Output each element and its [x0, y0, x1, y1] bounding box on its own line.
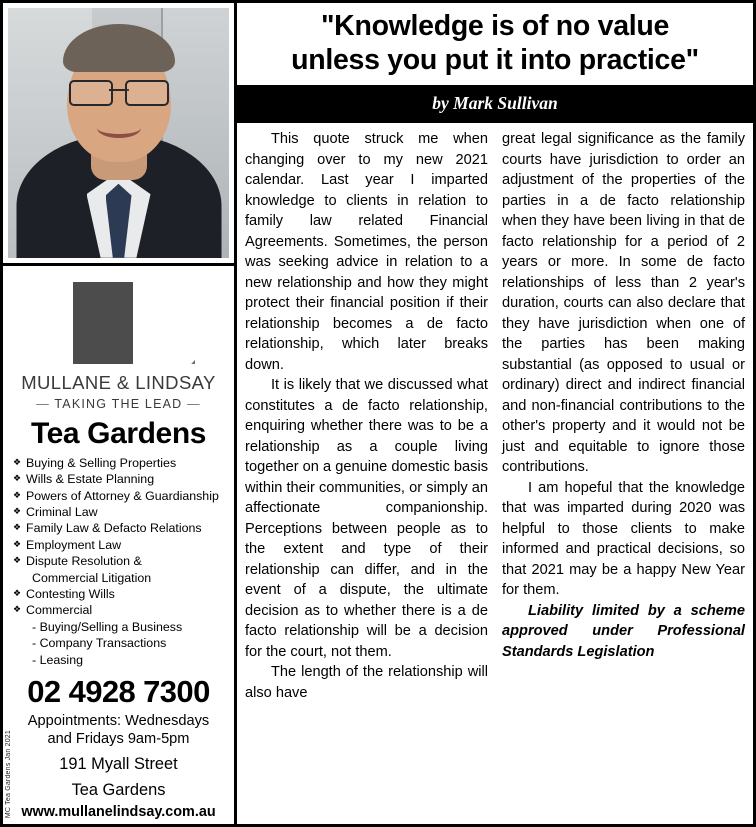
tagline-dash-right: —: [187, 396, 201, 411]
article-column: [237, 3, 753, 824]
portrait-smile: [97, 118, 141, 138]
list-item: ❖ Buying & Selling Properties: [13, 455, 226, 471]
firm-name: MULLANE & LINDSAY: [21, 371, 216, 393]
firm-tagline: [11, 397, 226, 411]
list-item: ❖ Dispute Resolution &: [13, 553, 226, 569]
tagline-text: TAKING THE LEAD: [54, 396, 183, 411]
list-item: ❖ Criminal Law: [13, 504, 226, 520]
list-item: ❖ Commercial: [13, 602, 226, 618]
list-item: - Company Transactions: [32, 636, 167, 651]
list-item: ❖ Family Law & Defacto Relations: [13, 520, 226, 536]
address-line-2: Tea Gardens: [71, 781, 166, 799]
headline-line-1: "Knowledge is of no value: [320, 10, 670, 42]
glasses-icon: [69, 80, 169, 102]
list-item: ❖ Contesting Wills: [13, 586, 226, 602]
article-right-column: [502, 129, 745, 820]
paragraph: This quote struck me when changing over to my new 2021 calendar. Last year I imparted knowledge to clients in relation to family law related Financial Agreements. Sometimes, the person was seeking advice in relation to a new relationship and how they might protect their financial position if their relationship becomes a de facto relationship, which later breaks down.: [245, 131, 488, 373]
list-item: - Leasing: [32, 652, 83, 667]
list-item: ❖ Wills & Estate Planning: [13, 471, 226, 487]
appointments-line-2: and Fridays 9am-5pm: [47, 731, 190, 747]
list-item: Commercial Litigation: [32, 570, 152, 585]
page-title: [237, 3, 753, 88]
logo-square-shape: [73, 282, 133, 364]
tagline-dash-left: —: [36, 396, 50, 411]
paragraph: The length of the relationship will also have: [245, 664, 488, 701]
article-left-column: [245, 129, 488, 820]
article-body: [237, 123, 753, 824]
glasses-left-lens: [69, 80, 113, 106]
glasses-right-lens: [125, 80, 169, 106]
list-item: - Buying/Selling a Business: [32, 619, 183, 634]
disclaimer: Liability limited by a scheme approved under Professional Standards Legislation: [502, 602, 745, 660]
paragraph: I am hopeful that the knowledge that was imparted during 2020 was helpful to those clients to make informed and practical decisions, so that 2021 may be a happy New Year for them.: [502, 479, 745, 598]
services-list: [3, 455, 234, 668]
paragraph: great legal significance as the family courts have jurisdiction to order an adjustment of the properties of the parties in a de facto relationship when they have been living in that de facto relationship for a period of 2 years or more. In some de facto relationships of less than 2 year's duration, courts can also declare that they have jurisdiction when one of the parties has been making substantial (as opposed to usual or ordinary) direct and indirect financial and non-financial contributions to the other's property and it would not be just and equitable to ignore those contributions.: [502, 131, 745, 475]
website-link[interactable]: www.mullanelindsay.com.au: [21, 804, 216, 820]
portrait-image: [8, 8, 229, 258]
advert-column: [3, 3, 237, 824]
branch-name: Tea Gardens: [30, 416, 207, 450]
headline-line-2: unless you put it into practice": [291, 44, 699, 76]
list-item: ❖ Employment Law: [13, 537, 226, 553]
byline: by Mark Sullivan: [432, 93, 558, 113]
list-item: ❖ Powers of Attorney & Guardianship: [13, 488, 226, 504]
phone-number[interactable]: 02 4928 7300: [27, 674, 210, 709]
appointments-line-1: Appointments: Wednesdays: [27, 713, 210, 729]
portrait-photo: [3, 3, 234, 266]
logo-icon: [35, 276, 203, 368]
side-reference-code: MC Tea Gardens Jan 2021: [5, 729, 12, 818]
firm-logo-block: [3, 266, 234, 413]
address-line-1: 191 Myall Street: [59, 755, 178, 773]
paragraph: It is likely that we discussed what constitutes a de facto relationship, enquiring whether there was to be a relationship as a couple living together on a genuine domestic basis within their communities, or simply an affectionate companionship. Perceptions between people as to the extent and type of their relationship can differ, and in the event of a dispute, the ultimate decision as to whether there is a de facto relationship will be a decision for the court, not them.: [245, 377, 488, 660]
byline-bar: [237, 88, 753, 123]
